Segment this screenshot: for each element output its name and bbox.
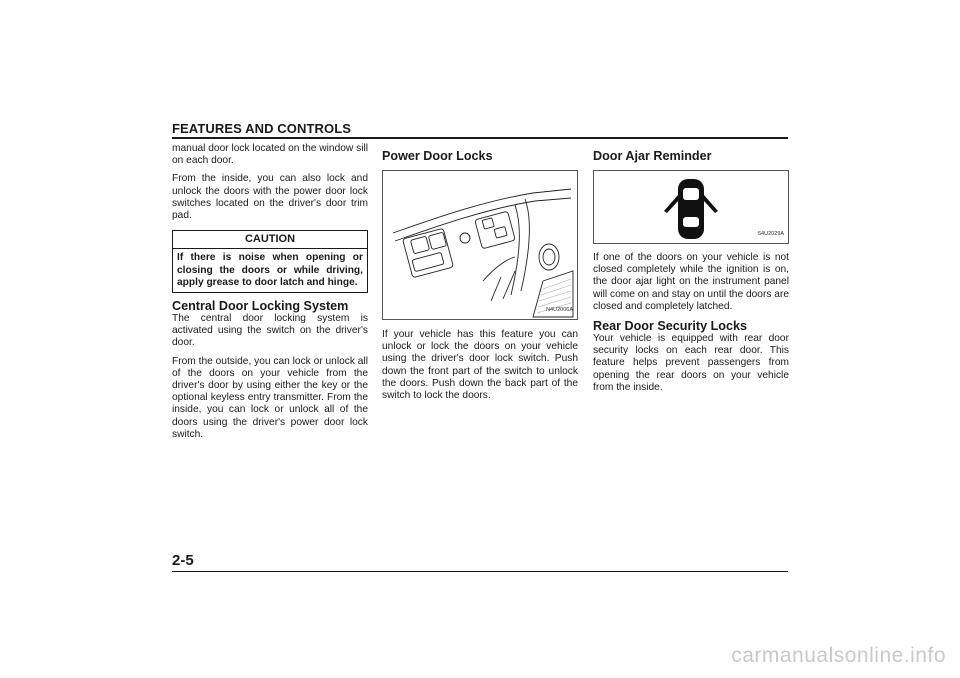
door-lock-switch-illustration: [383, 171, 577, 319]
section-title: FEATURES AND CONTROLS: [172, 121, 352, 136]
paragraph: If one of the doors on your vehicle is not closed completely while the ignition is on, the door ajar light on the instrument panel will come on and stay on until the doors are closed and completely latched.: [593, 252, 789, 312]
column-3: [593, 143, 789, 400]
watermark: carmanualsonline.info: [731, 644, 946, 667]
page-number: 2-5: [172, 552, 194, 569]
paragraph: From the outside, you can lock or unlock all of the doors on your vehicle from the driver's door by using either the key or the optional keyless entry transmitter. From the inside, you can lock or unlock all of the doors using the driver's power door lock switch.: [172, 355, 368, 440]
door-switch-figure: [382, 170, 578, 320]
section-heading: Door Ajar Reminder: [593, 149, 712, 163]
figure-label: S4U2029A: [757, 230, 784, 237]
paragraph: From the inside, you can also lock and unlock the doors with the power door lock switches located on the driver's door trim pad.: [172, 173, 368, 222]
paragraph: manual door lock located on the window sill on each door.: [172, 143, 368, 167]
door-ajar-figure: [593, 170, 789, 244]
figure-label: N4U2006A: [546, 306, 573, 313]
column-1: [172, 143, 368, 447]
section-heading: Rear Door Security Locks: [593, 319, 747, 334]
caution-body: If there is noise when opening or closing the doors or while driving, apply grease to door latch and hinge.: [177, 252, 363, 288]
paragraph: Your vehicle is equipped with rear door security locks on each rear door. This feature helps prevent passengers from opening the rear doors on your vehicle from the inside.: [593, 333, 789, 393]
caution-box: [172, 230, 368, 293]
section-heading: Central Door Locking System: [172, 299, 349, 314]
paragraph: If your vehicle has this feature you can unlock or lock the doors on your vehicle using the driver's door lock switch. Push down the front part of the switch to unlock the doors. Push down the back part of the switch to lock the doors.: [382, 329, 578, 402]
column-2: [382, 143, 578, 408]
section-heading: Power Door Locks: [382, 149, 493, 163]
paragraph: The central door locking system is activated using the switch on the driver's door.: [172, 313, 368, 349]
footer-rule: [172, 571, 788, 572]
header-rule: [172, 137, 788, 139]
caution-title: CAUTION: [173, 231, 367, 249]
